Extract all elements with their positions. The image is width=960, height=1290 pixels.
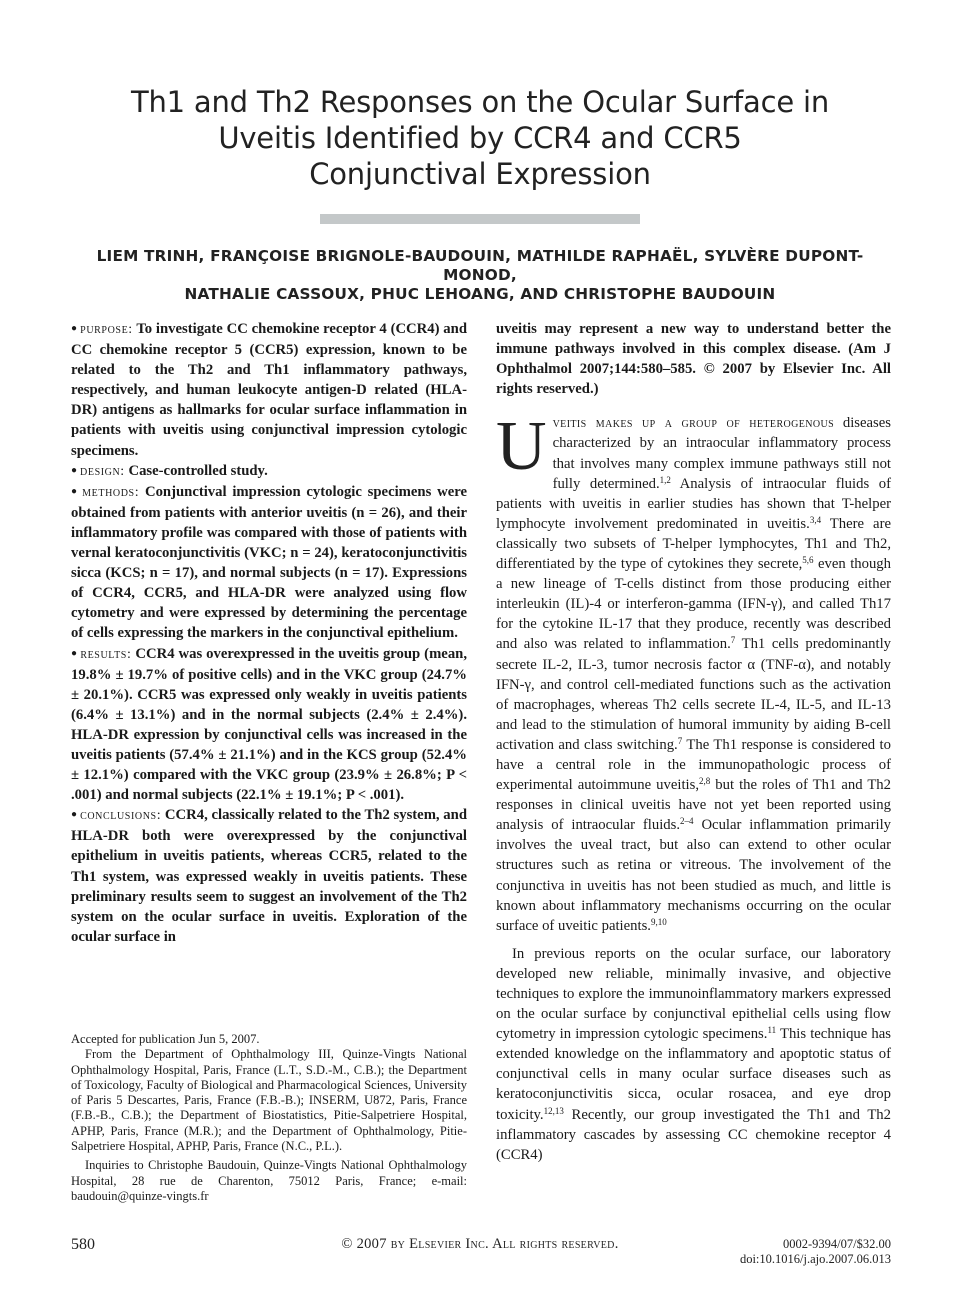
citation: 1,2	[659, 474, 671, 485]
citation: 9,10	[650, 916, 667, 927]
body-text: but the roles of Th1 and Th2 responses in clinical uveitis have not yet been reported using analysis of intraocular fluids.	[496, 777, 891, 834]
title-divider	[320, 214, 640, 224]
title-line: Uveitis Identified by CCR4 and CCR5	[218, 121, 742, 155]
page-number: 580	[71, 1236, 95, 1253]
abstract-results	[71, 644, 467, 806]
authors-line: LIEM TRINH, FRANÇOISE BRIGNOLE-BAUDOUIN, MATHILDE RAPHAËL, SYLVÈRE DUPONT-MONOD,	[96, 247, 864, 284]
abstract-design	[71, 461, 467, 482]
issn-doi	[740, 1237, 891, 1267]
body-paragraph	[496, 408, 892, 935]
abstract-heading: purpose:	[80, 322, 133, 337]
citation: 2–4	[680, 816, 694, 827]
abstract-purpose	[71, 319, 467, 461]
body-text: In previous reports on the ocular surface, our laboratory developed new reliable, minimally invasive, and objective techniques to explore the immunoinflammatory markers expressed on the ocular surface by conjunctival epithelial cells using flow cytometry in impression cytologic specimens.	[496, 945, 891, 1043]
abstract-text: To investigate CC chemokine receptor 4 (CCR4) and CC chemokine receptor 5 (CCR5) expression, known to be related to the Th2 and Th1 inflammatory pathways, respectively, and human leukocyte antigen-D related (HLA-DR) antigens as hallmarks for ocular surface inflammation in patients with uveitis using conjunctival impression cytologic specimens.	[71, 321, 467, 459]
affiliations: From the Department of Ophthalmology III, Quinze-Vingts National Ophthalmology Hospital, Paris, France (L.T., S.D.-M., C.B.); the Department of Toxicology, Faculty of Biological and Pharmacological Sciences, University of Paris 5 Descartes, Paris, France (F.B.-B.); INSERM, U872, Paris, France (F.B.-B., C.B.); the Department of Biostatistics, Pitie-Salpetriere Hospital, APHP, Paris, France (M.R.); and the Department of Ophthalmology, Pitie-Salpetriere Hospital, APHP, Paris, France (N.C., P.L.).	[71, 1047, 467, 1154]
abstract-methods	[71, 482, 467, 644]
body-text: Ocular inflammation primarily involves the uveal tract, but also can extend to other ocular structures such as retina or vitreous. The involvement of the conjunctiva in uveitis has not been studied as much, and little is known about inflammatory mechanisms occurring on the ocular surface of uveitic patients.	[496, 817, 892, 934]
left-column	[71, 319, 467, 947]
correspondence: Inquiries to Christophe Baudouin, Quinze-Vingts National Ophthalmology Hospital, 28 rue de Charenton, 75012 Paris, France; e-mail: baudouin@quinze-vingts.fr	[71, 1158, 467, 1203]
authors-line: NATHALIE CASSOUX, PHUC LEHOANG, AND CHRISTOPHE BAUDOUIN	[184, 285, 776, 303]
citation: 2,8	[699, 776, 711, 787]
article-notes	[71, 1032, 467, 1204]
body-text: Th1 cells predominantly secrete IL-2, IL-3, tumor necrosis factor α (TNF-α), and notably IFN-γ, and control cell-mediated functions such as the activation of macrophages, whereas Th2 cells secrete IL-4, IL-5, and IL-13 and lead to the stimulation of humoral immunity by aiding B-cell activation and class switching.	[496, 636, 892, 753]
drop-cap: U	[496, 408, 547, 486]
body-text: The Th1 response is considered to have a central role in the immunopathologic process of experimental autoimmune uveitis,	[496, 736, 891, 794]
body-text: even though a new lineage of T-cells distinct from those producing either interleukin (IL)-4 or interferon-gamma (IFN-γ), and called Th17 for the cytokine IL-17 that they produce, recently was described and also was related to inflammation.	[496, 556, 891, 653]
citation: 7	[730, 635, 736, 646]
abstract-continuation: uveitis may represent a new way to understand better the immune pathways involved in this complex disease. (Am J Ophthalmol 2007;144:580–585. © 2007 by Elsevier Inc. All rights reserved.)	[496, 321, 891, 398]
body-text: This technique has extended knowledge on the inflammatory and apoptotic status of conjunctival cells in many ocular surface diseases such as keratoconjunctivitis sicca, ocular rosacea, and eye drop toxicity.	[496, 1026, 891, 1123]
bullet-icon: ●	[71, 485, 80, 497]
lead-in: veitis makes up a group of heterogenous	[552, 415, 835, 432]
citation: 3,4	[809, 514, 822, 525]
title-line: Conjunctival Expression	[309, 157, 651, 191]
body-text: diseases characterized by an intraocular inflammatory process that involves many complex immune pathways still not fully determined.	[552, 415, 891, 492]
citation: 7	[677, 735, 683, 746]
body-text: There are classically two subsets of T-helper lymphocytes, Th1 and Th2, differentiated by the type of cytokines they secrete,	[496, 515, 891, 573]
abstract-text: Case-controlled study.	[128, 462, 268, 479]
bullet-icon: ●	[71, 464, 78, 476]
bullet-icon: ●	[71, 647, 78, 659]
bullet-icon: ●	[71, 809, 78, 821]
body-paragraph	[496, 944, 891, 1165]
introduction	[496, 408, 892, 1164]
accepted-date: Accepted for publication Jun 5, 2007.	[71, 1032, 260, 1046]
title-line: Th1 and Th2 Responses on the Ocular Surface in	[130, 85, 830, 119]
author-list	[60, 247, 900, 304]
body-text: Recently, our group investigated the Th1 and Th2 inflammatory cascades by assessing CC chemokine receptor 4 (CCR4)	[496, 1106, 891, 1163]
citation: 5,6	[802, 555, 814, 566]
abstract-heading: results:	[80, 646, 132, 662]
abstract-text: Conjunctival impression cytologic specimens were obtained from patients with anterior uveitis (n = 26), and their inflammatory profile was compared with those of patients with vernal keratoconjunctivitis (VKC; n = 24), keratoconjunctivitis sicca (KCS; n = 17), and normal subjects (n = 17). Expressions of CCR4, CCR5, and HLA-DR were analyzed using flow cytometry and were expressed by determining the percentage of cells expressing the markers in the conjunctival epithelium.	[71, 483, 467, 642]
abstract-heading: methods:	[82, 484, 140, 500]
right-column	[496, 319, 891, 1165]
article-title	[60, 84, 900, 192]
abstract-heading: conclusions:	[80, 808, 162, 824]
issn: 0002-9394/07/$32.00	[783, 1237, 891, 1251]
citation: 12,13	[543, 1105, 564, 1116]
copyright-notice: © 2007 by Elsevier Inc. All rights reserved.	[341, 1236, 619, 1252]
citation: 11	[767, 1025, 777, 1036]
abstract-heading: design:	[80, 463, 125, 479]
abstract-text: CCR4 was overexpressed in the uveitis group (mean, 19.8% ± 19.7% of positive cells) and in the VKC group (24.7% ± 20.1%). CCR5 was expressed only weakly in uveitis patients (6.4% ± 13.1%) and in the normal subjects (2.4% ± 2.4%). HLA-DR expression by conjunctival cells was increased in the uveitis patients (57.4% ± 21.1%) and in the KCS group (52.4% ± 12.1%) compared with the VKC group (23.9% ± 26.8%; P < .001) and normal subjects (22.1% ± 19.1%; P < .001).	[71, 645, 468, 804]
doi: doi:10.1016/j.ajo.2007.06.013	[739, 1252, 891, 1266]
abstract-conclusions	[71, 805, 467, 947]
bullet-icon: ●	[71, 323, 78, 334]
body-text: Analysis of intraocular fluids of patients with uveitis in earlier studies has shown that T-helper lymphocyte involvement predominated in uveitis.	[496, 475, 891, 532]
abstract-text: CCR4, classically related to the Th2 system, and HLA-DR both were overexpressed by the conjunctival epithelium in uveitis patients, whereas CCR5, related to the Th1 system, was expressed weakly in uveitis patients. These preliminary results seem to suggest an involvement of the Th2 system on the ocular surface in uveitis. Exploration of the ocular surface in	[71, 807, 467, 945]
